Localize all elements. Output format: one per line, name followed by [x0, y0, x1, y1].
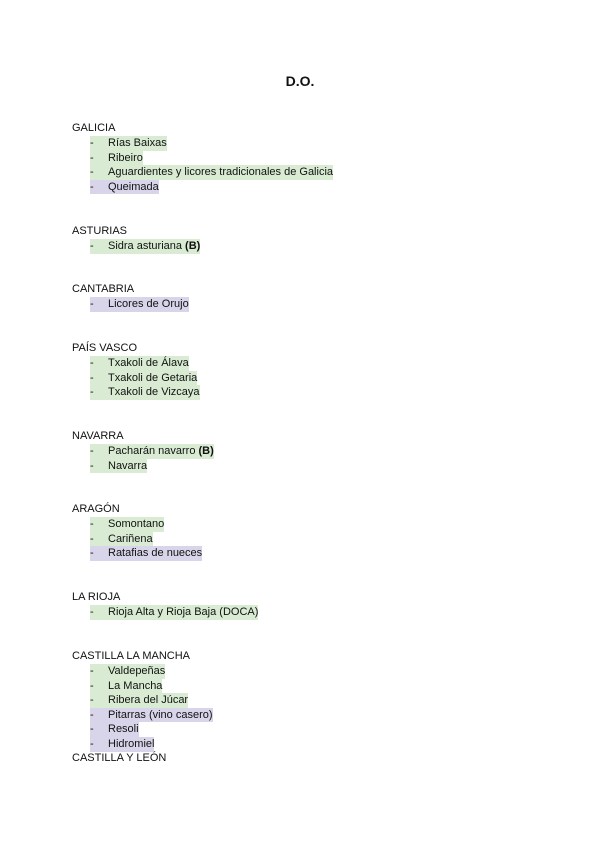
document-title: D.O.: [285, 73, 315, 89]
list-item: [72, 151, 333, 166]
list-item-text: Pitarras (vino casero): [108, 708, 213, 721]
list-item-text: Txakoli de Álava: [108, 357, 189, 369]
list-item: [72, 679, 213, 694]
bullet-dash: -: [90, 694, 94, 707]
bullet-dash: -: [90, 240, 94, 252]
region-item-list: [72, 136, 333, 194]
region-heading: PAÍS VASCO: [72, 342, 138, 354]
list-item: [72, 517, 202, 532]
bullet-dash: -: [90, 459, 94, 472]
region-heading: ASTURIAS: [72, 225, 128, 237]
list-item-text: Txakoli de Vizcaya: [108, 386, 200, 399]
list-item: [72, 444, 214, 459]
region-section: [72, 224, 200, 254]
region-item-list: [72, 605, 258, 620]
region-item-list: [72, 444, 214, 473]
list-item-text: La Mancha: [108, 679, 163, 692]
bullet-dash: -: [90, 166, 94, 179]
list-item-text: Queimada: [108, 180, 159, 193]
list-item-text: Navarra: [108, 459, 148, 472]
region-section: [72, 502, 202, 561]
region-item-list: [72, 356, 200, 400]
region-heading: ARAGÓN: [72, 503, 120, 515]
region-section: [72, 429, 214, 473]
bullet-dash: -: [90, 708, 94, 721]
list-item: [72, 239, 200, 254]
list-item-text: Txakoli de Getaria: [108, 371, 198, 384]
list-item: [72, 136, 333, 151]
list-item: [72, 708, 213, 723]
bullet-dash: -: [90, 386, 94, 399]
bullet-dash: -: [90, 518, 94, 530]
list-item: [72, 297, 189, 312]
list-item-bold-tag: (B): [185, 240, 201, 252]
region-heading: CASTILLA LA MANCHA: [72, 650, 190, 662]
list-item-text: Cariñena: [108, 532, 153, 545]
list-item: [72, 664, 213, 679]
bullet-dash: -: [90, 298, 94, 310]
list-item-text: Licores de Orujo: [108, 298, 189, 310]
region-section: [72, 282, 189, 312]
region-heading: CANTABRIA: [72, 283, 135, 295]
bullet-dash: -: [90, 737, 94, 750]
bullet-dash: -: [90, 679, 94, 692]
bullet-dash: -: [90, 357, 94, 369]
region-section: [72, 649, 213, 752]
list-item: [72, 546, 202, 561]
list-item: [72, 180, 333, 195]
bullet-dash: -: [90, 137, 94, 149]
bullet-dash: -: [90, 445, 94, 457]
region-item-list: [72, 239, 200, 254]
bullet-dash: -: [90, 665, 94, 677]
list-item-text: Ribeiro: [108, 151, 143, 164]
bullet-dash: -: [90, 606, 94, 618]
list-item-text: Sidra asturiana: [108, 240, 186, 252]
list-item: [72, 371, 200, 386]
region-heading: NAVARRA: [72, 430, 124, 442]
list-item-text: Valdepeñas: [108, 665, 166, 677]
list-item-text: Aguardientes y licores tradicionales de Galicia: [108, 166, 334, 179]
bullet-dash: -: [90, 532, 94, 545]
list-item-text: Resoli: [108, 723, 139, 736]
region-section: [72, 341, 200, 400]
region-item-list: [72, 517, 202, 561]
list-item-text: Rioja Alta y Rioja Baja (DOCA): [108, 606, 259, 618]
bullet-dash: -: [90, 180, 94, 193]
bullet-dash: -: [90, 151, 94, 164]
list-item-text: Somontano: [108, 518, 165, 530]
list-item-text: Hidromiel: [108, 737, 155, 750]
region-heading-castilla-y-leon: CASTILLA Y LEÓN: [72, 752, 167, 764]
region-heading: LA RIOJA: [72, 591, 121, 603]
list-item: [72, 165, 333, 180]
list-item-text: Pacharán navarro: [108, 445, 199, 457]
region-heading: GALICIA: [72, 122, 116, 134]
bullet-dash: -: [90, 371, 94, 384]
list-item-text: Ribera del Júcar: [108, 694, 189, 707]
list-item: [72, 693, 213, 708]
list-item: [72, 722, 213, 737]
bullet-dash: -: [90, 547, 94, 560]
region-item-list: [72, 297, 189, 312]
list-item: [72, 385, 200, 400]
region-section: [72, 121, 333, 194]
list-item: [72, 737, 213, 752]
list-item-text: Rías Baixas: [108, 137, 167, 149]
list-item-bold-tag: (B): [198, 445, 214, 457]
region-section: [72, 590, 258, 620]
list-item: [72, 459, 214, 474]
list-item: [72, 356, 200, 371]
bullet-dash: -: [90, 723, 94, 736]
list-item: [72, 605, 258, 620]
list-item: [72, 532, 202, 547]
region-item-list: [72, 664, 213, 752]
list-item-text: Ratafias de nueces: [108, 547, 203, 560]
